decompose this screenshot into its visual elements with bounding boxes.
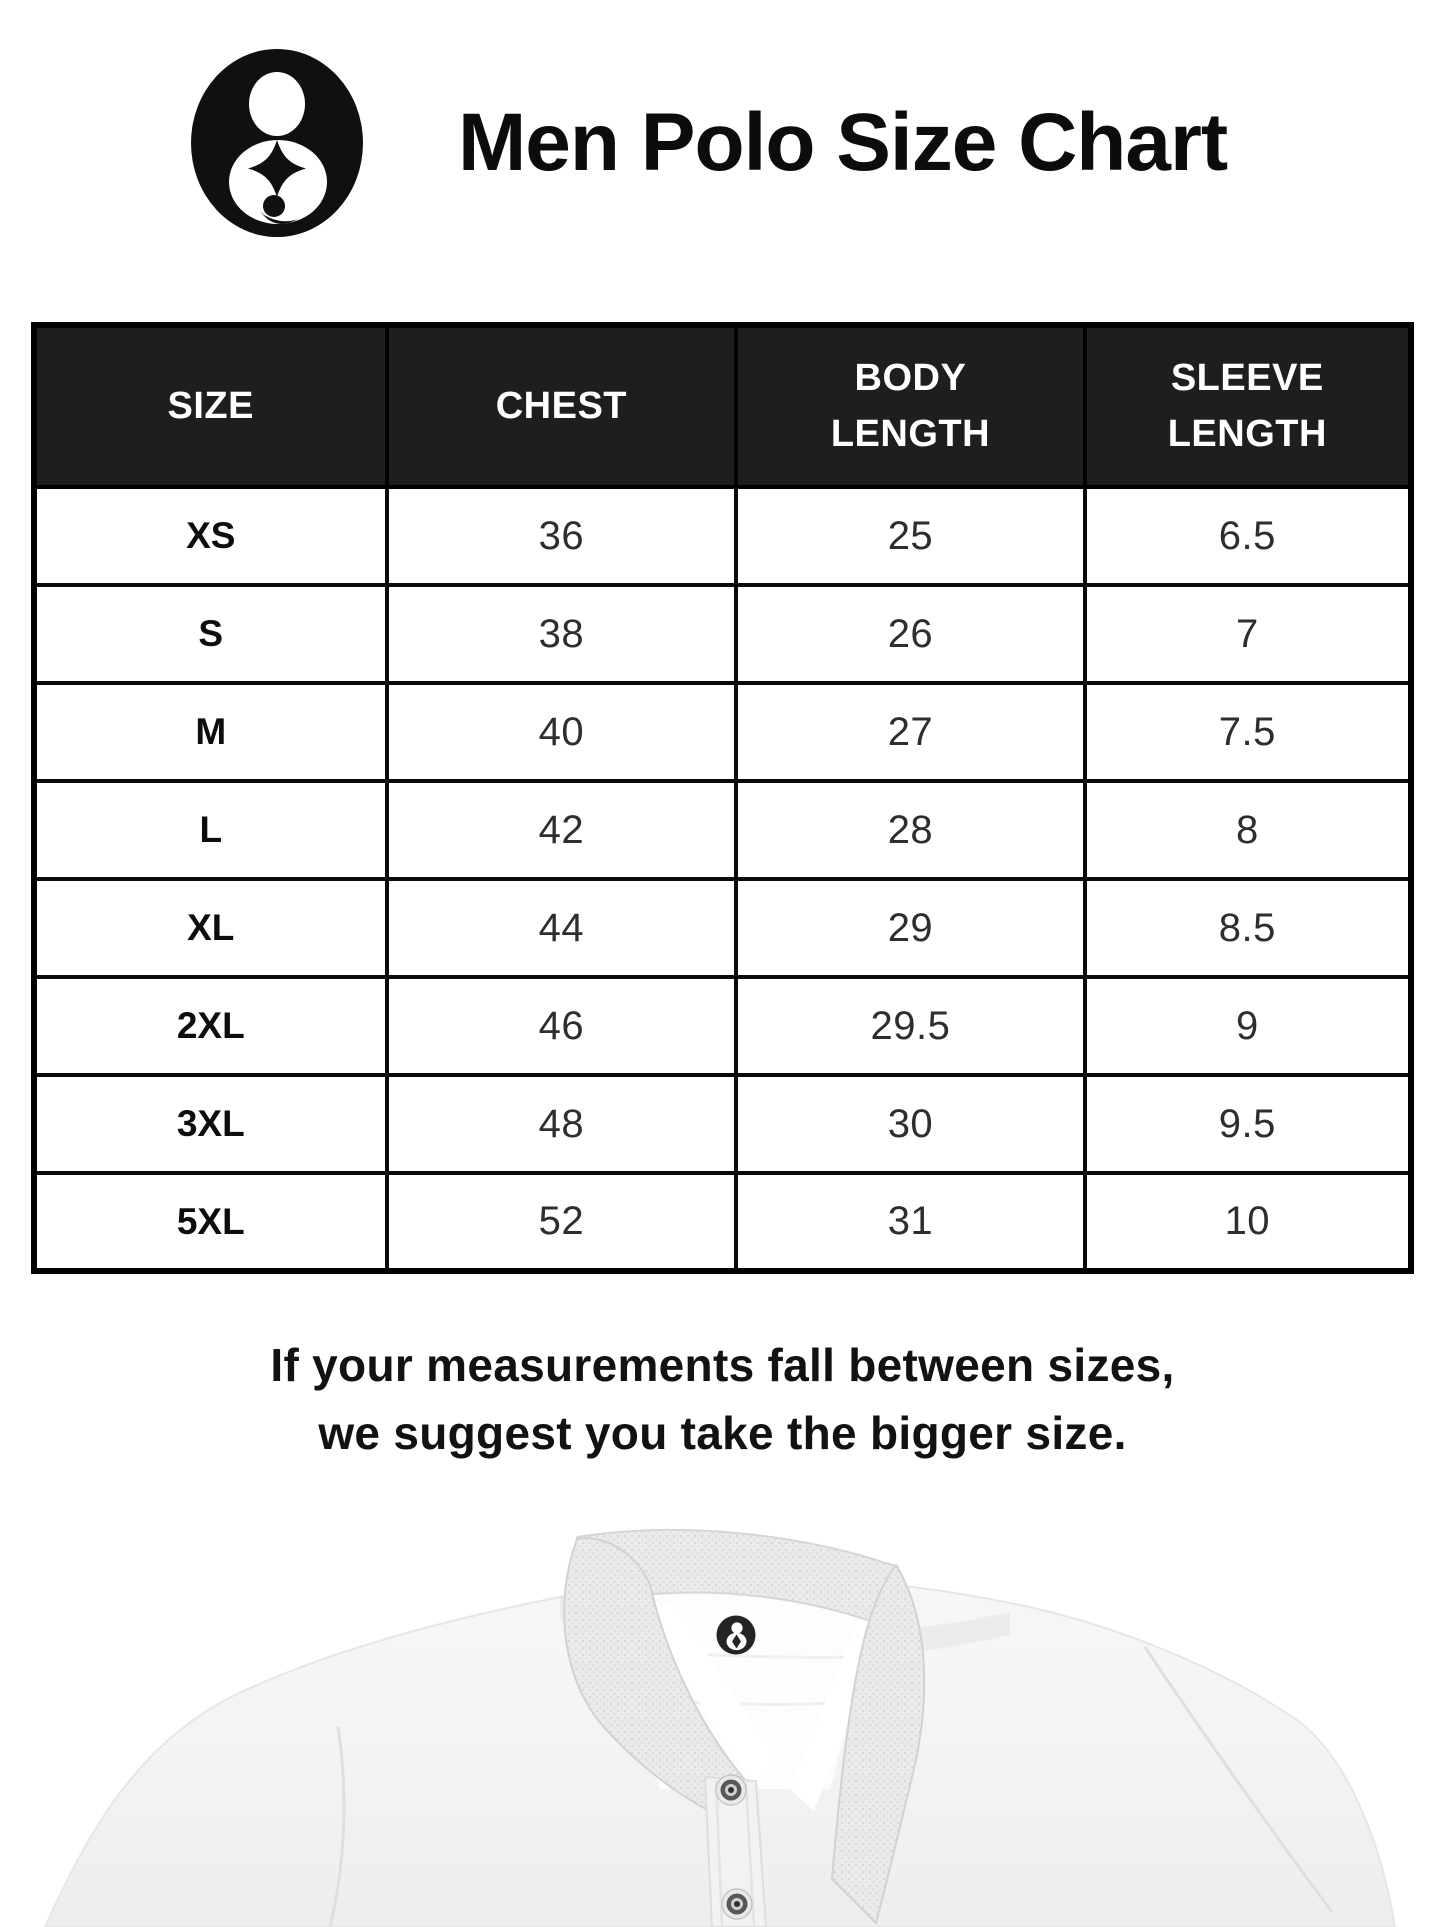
header-row	[34, 325, 1411, 487]
body-length-value: 29.5	[736, 977, 1084, 1075]
table-row-5xl	[34, 1173, 1411, 1271]
sleeve-length-value: 8.5	[1085, 879, 1411, 977]
size-label: L	[34, 781, 387, 879]
chest-value: 40	[387, 683, 737, 781]
size-table	[31, 322, 1414, 1274]
size-label: XL	[34, 879, 387, 977]
body-length-value: 29	[736, 879, 1084, 977]
table-row-xl	[34, 879, 1411, 977]
table-row-m	[34, 683, 1411, 781]
table-row-3xl	[34, 1075, 1411, 1173]
polo-neck-label	[717, 1616, 756, 1655]
body-length-value: 26	[736, 585, 1084, 683]
polo-button-bottom	[722, 1889, 752, 1919]
body-length-value: 31	[736, 1173, 1084, 1271]
page-title: Men Polo Size Chart	[458, 97, 1228, 188]
table-row-xs	[34, 487, 1411, 585]
chest-value: 48	[387, 1075, 737, 1173]
table-row-2xl	[34, 977, 1411, 1075]
polo-button-top	[716, 1775, 746, 1805]
sleeve-length-value: 7	[1085, 585, 1411, 683]
size-label: M	[34, 683, 387, 781]
body-length-value: 25	[736, 487, 1084, 585]
column-header-size: SIZE	[34, 325, 387, 487]
header	[188, 44, 1227, 242]
chest-value: 38	[387, 585, 737, 683]
size-label: XS	[34, 487, 387, 585]
sleeve-length-value: 9	[1085, 977, 1411, 1075]
polo-shirt-illustration	[0, 1527, 1445, 1927]
table-row-s	[34, 585, 1411, 683]
size-label: 3XL	[34, 1075, 387, 1173]
table-row-l	[34, 781, 1411, 879]
chest-value: 36	[387, 487, 737, 585]
body-length-value: 30	[736, 1075, 1084, 1173]
sizing-note	[0, 1331, 1445, 1467]
column-header-chest: CHEST	[387, 325, 737, 487]
sizing-note-line1: If your measurements fall between sizes,	[270, 1339, 1175, 1391]
column-header-body-length: BODY LENGTH	[736, 325, 1084, 487]
body-length-value: 28	[736, 781, 1084, 879]
body-length-value: 27	[736, 683, 1084, 781]
sleeve-length-value: 9.5	[1085, 1075, 1411, 1173]
chest-value: 46	[387, 977, 737, 1075]
brand-logo-icon	[188, 45, 366, 241]
sleeve-length-value: 6.5	[1085, 487, 1411, 585]
size-label: S	[34, 585, 387, 683]
size-label: 2XL	[34, 977, 387, 1075]
sizing-note-line2: we suggest you take the bigger size.	[318, 1407, 1127, 1460]
size-table-header	[34, 325, 1411, 487]
size-table-body	[34, 487, 1411, 1271]
chest-value: 42	[387, 781, 737, 879]
size-label: 5XL	[34, 1173, 387, 1271]
column-header-sleeve-length: SLEEVE LENGTH	[1085, 325, 1411, 487]
sleeve-length-value: 10	[1085, 1173, 1411, 1271]
chest-value: 52	[387, 1173, 737, 1271]
chest-value: 44	[387, 879, 737, 977]
sleeve-length-value: 7.5	[1085, 683, 1411, 781]
sleeve-length-value: 8	[1085, 781, 1411, 879]
polo-shirt-photo	[0, 1527, 1445, 1927]
